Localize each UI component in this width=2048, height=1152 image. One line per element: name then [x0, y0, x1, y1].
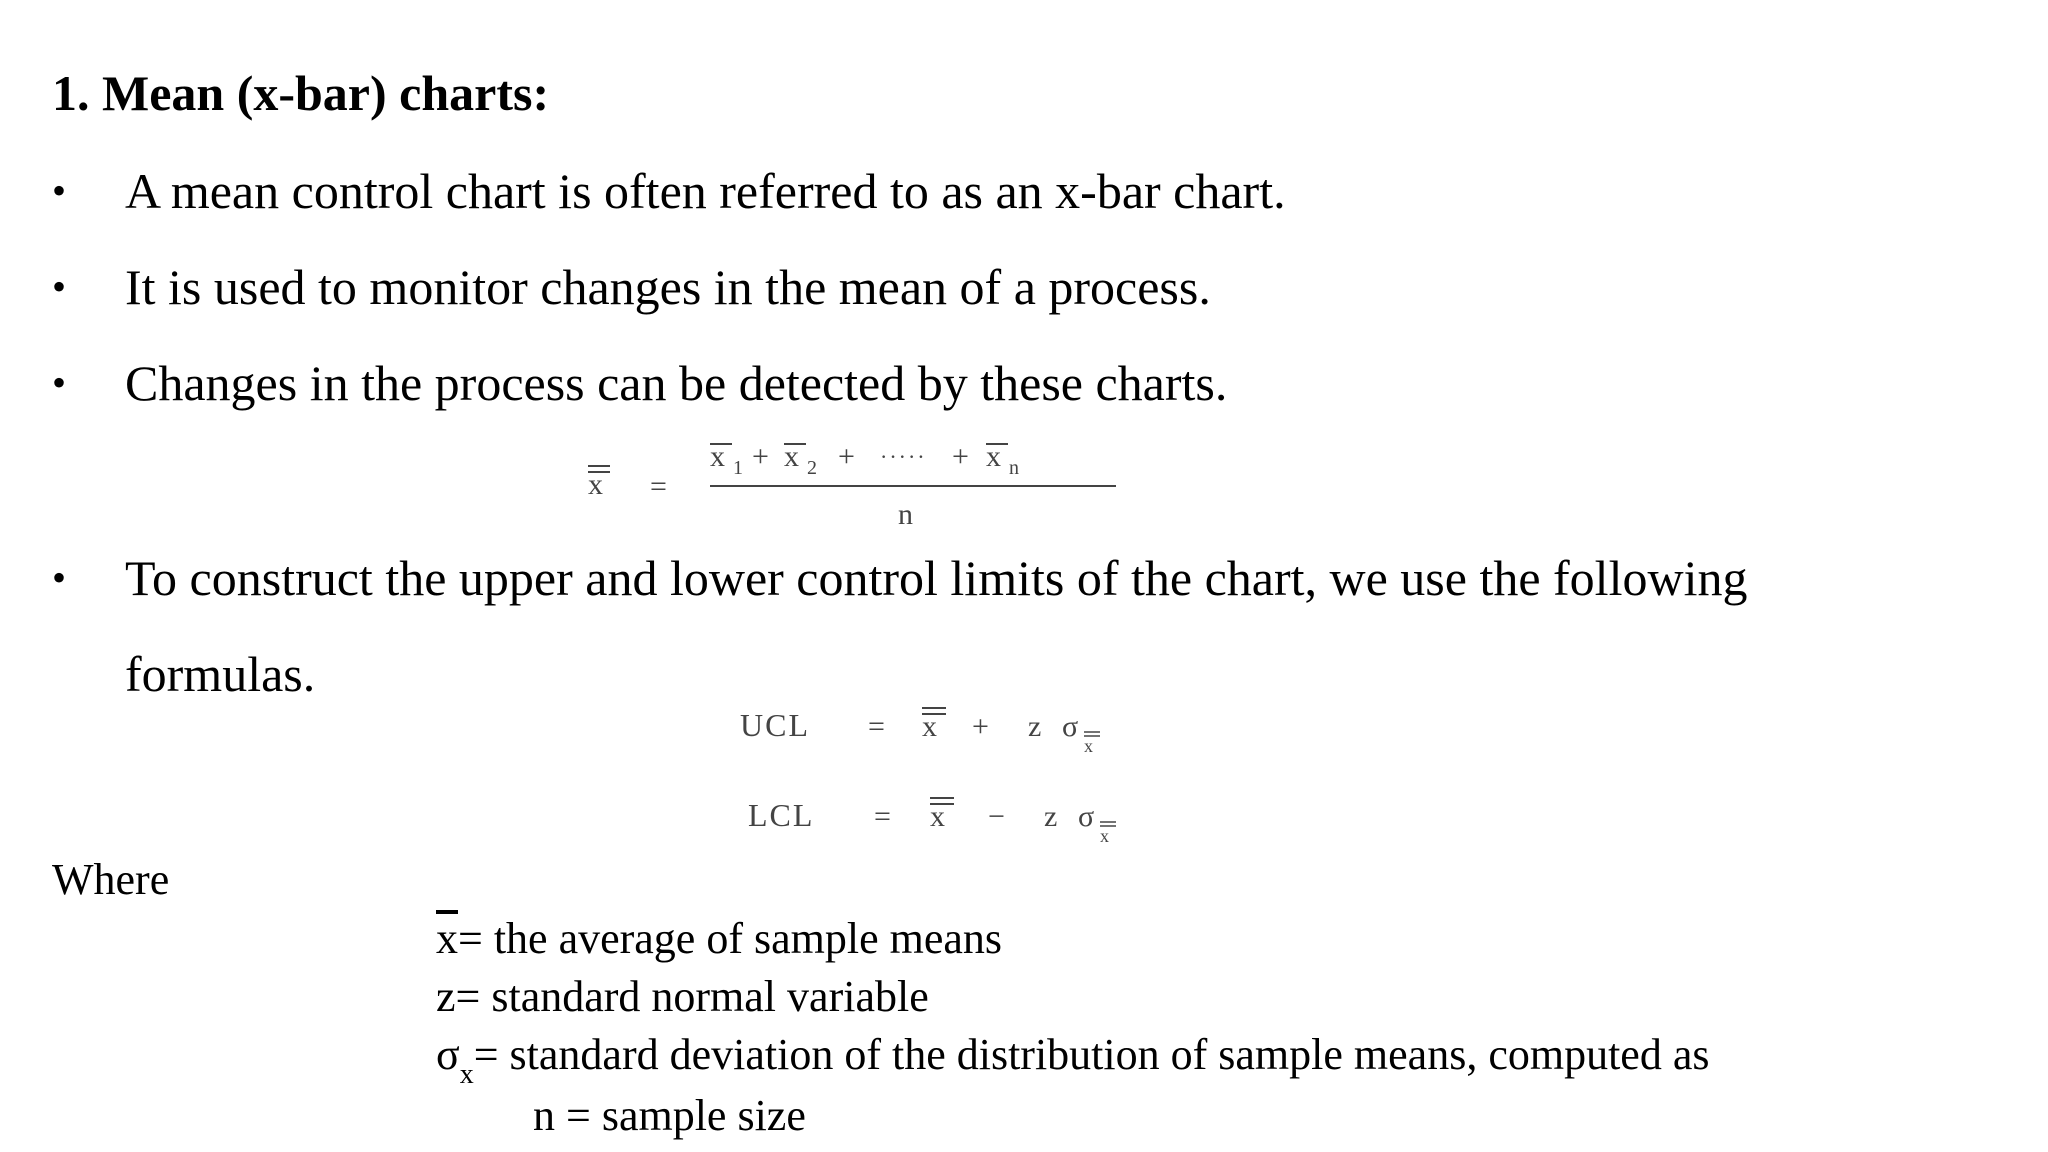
bullet-text: Changes in the process can be detected by these charts. [125, 355, 1228, 411]
definition-n [436, 1084, 1709, 1148]
ucl-sigma: σ [1062, 710, 1079, 743]
def-symbol-n: n [533, 1091, 555, 1140]
ucl-plus: + [972, 710, 989, 743]
lcl-z: z [1044, 800, 1058, 833]
def-text: = the average of sample means [458, 914, 1003, 963]
ucl-equals: = [868, 710, 885, 743]
lcl-sigma: σ [1078, 800, 1095, 833]
ucl-formula-svg [740, 696, 1140, 756]
def-symbol-xbar: $\overline{x}$ [436, 914, 458, 963]
lcl-xbarbar: x [930, 800, 945, 833]
lcl-formula [748, 786, 1148, 846]
num-sub-2: 2 [807, 457, 817, 479]
num-plus-1: + [752, 440, 769, 473]
ucl-xbarbar: x [922, 710, 937, 743]
num-plus-3: + [952, 440, 969, 473]
definition-xbar [436, 910, 1709, 968]
num-plus-2: + [838, 440, 855, 473]
ucl-z: z [1028, 710, 1042, 743]
def-text: = sample size [566, 1091, 806, 1140]
def-symbol-sigma: σ [436, 1030, 460, 1079]
lcl-sigma-sub: x [1100, 826, 1109, 846]
grand-mean-formula-svg [580, 430, 1140, 530]
num-x2: x [784, 440, 799, 473]
lcl-minus: − [988, 800, 1005, 833]
bullet-text: A mean control chart is often referred to as an x-bar chart. [125, 163, 1286, 219]
ucl-sigma-sub: x [1084, 736, 1093, 756]
grand-mean-formula [580, 430, 1140, 530]
bullet-text: It is used to monitor changes in the mean of a process. [125, 259, 1211, 315]
ucl-label: UCL [740, 707, 810, 743]
bullet-marker: • [52, 168, 67, 213]
lcl-equals: = [874, 800, 891, 833]
def-symbol-z: z [436, 972, 456, 1021]
definition-z [436, 968, 1709, 1026]
slide-heading: 1. Mean (x-bar) charts: [52, 65, 550, 121]
def-text: = standard deviation of the distribution of sample means, computed as [473, 1030, 1710, 1079]
lcl-label: LCL [748, 797, 815, 833]
def-symbol-sigma-sub: x [459, 1059, 474, 1090]
num-sub-n: n [1009, 457, 1019, 479]
lhs-x: x [588, 468, 603, 501]
denominator-n: n [898, 498, 913, 531]
num-xn: x [986, 440, 1001, 473]
bullet-marker: • [52, 555, 67, 600]
bullet-marker: • [52, 360, 67, 405]
definition-sigma [436, 1026, 1710, 1090]
equals-sign: = [650, 470, 667, 503]
lcl-formula-svg [748, 786, 1148, 846]
num-x1: x [710, 440, 725, 473]
def-text: = standard normal variable [455, 972, 929, 1021]
bullet-marker: • [52, 264, 67, 309]
where-label: Where [52, 855, 170, 904]
bullet-text-line2: formulas. [125, 646, 316, 702]
num-sub-1: 1 [733, 457, 743, 479]
definitions-list [436, 910, 1709, 1148]
bullet-text-line1: To construct the upper and lower control limits of the chart, we use the following [125, 550, 1748, 606]
num-dots: ····· [880, 444, 927, 469]
ucl-formula [740, 696, 1140, 756]
